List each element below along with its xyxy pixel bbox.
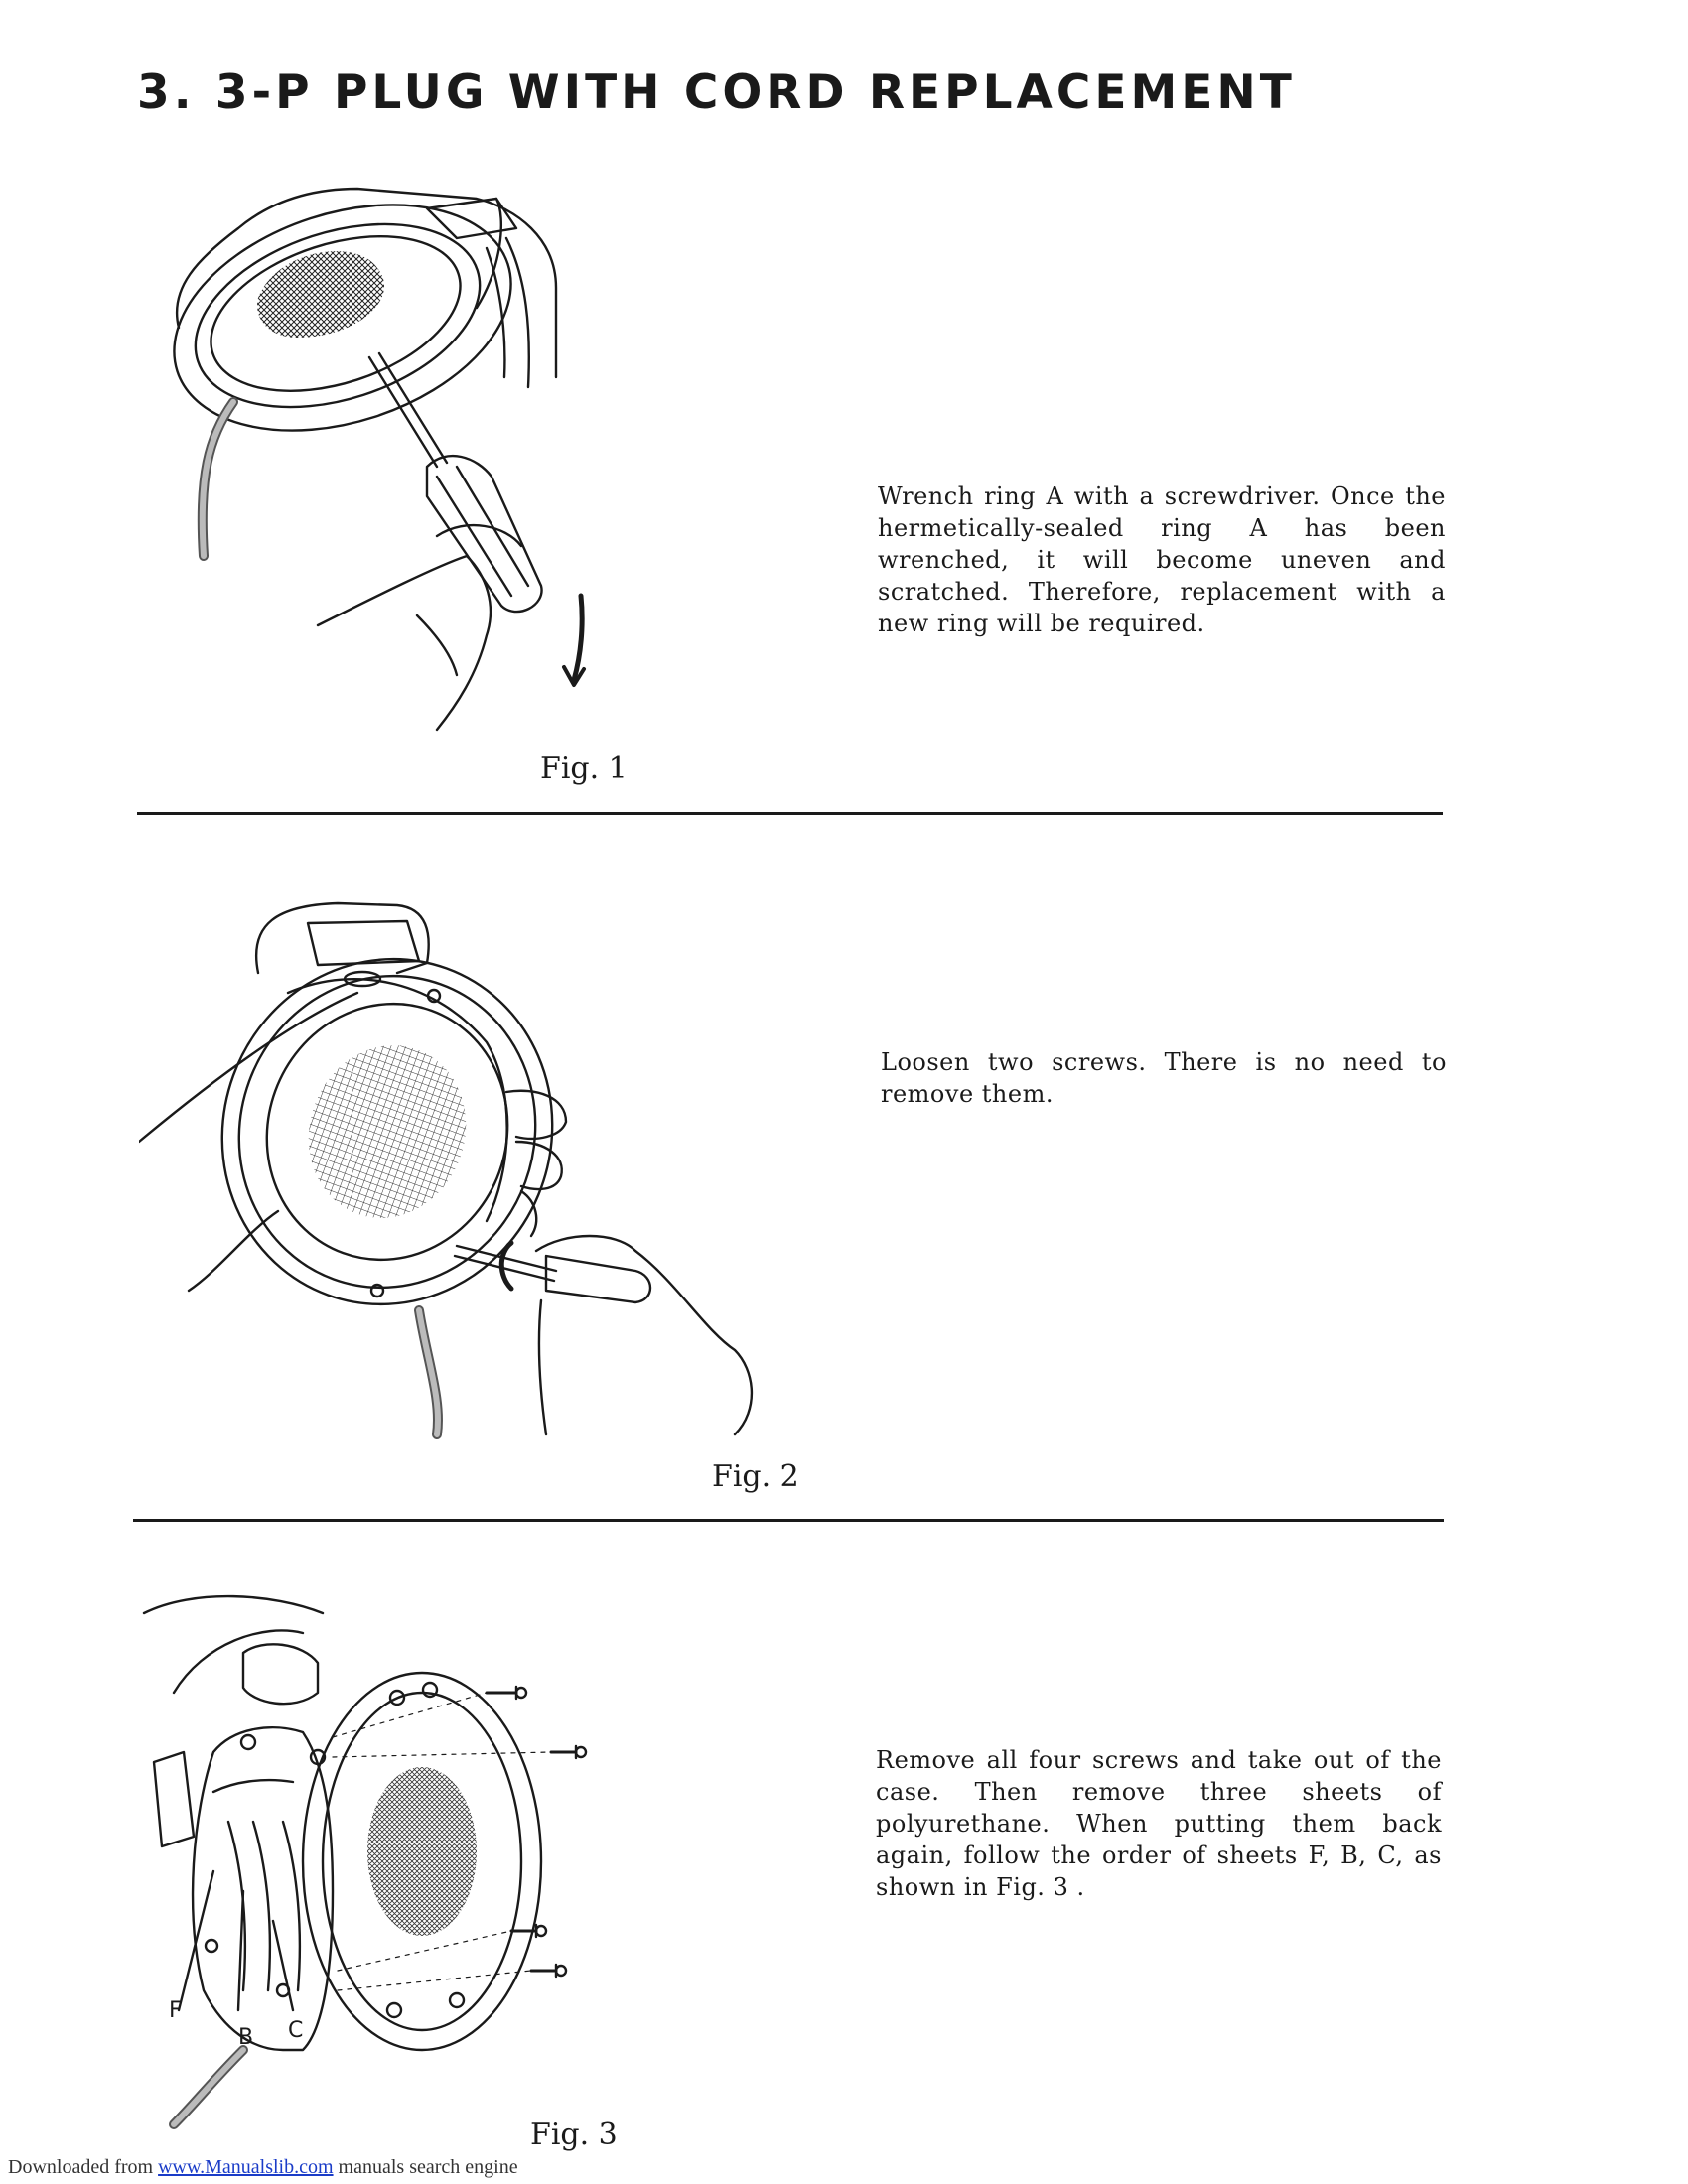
figure-1-instructions: Wrench ring A with a screwdriver. Once the hermetically-sealed ring A has been wrenched, it will become uneven and scratched. Therefore, replacement with a new ring will be required.: [878, 482, 1446, 637]
figure-1-caption: Fig. 1: [540, 751, 628, 786]
figure-3-illustration: [134, 1593, 611, 2129]
label-sheet-f: F: [169, 1998, 182, 2023]
figure-1-illustration: [139, 179, 596, 735]
section-divider: [137, 812, 1443, 815]
figure-2-instructions: Loosen two screws. There is no need to remove them.: [881, 1048, 1447, 1108]
figure-3-caption: Fig. 3: [530, 2117, 618, 2152]
label-sheet-c: C: [288, 2018, 304, 2043]
manualslib-link[interactable]: www.Manualslib.com: [158, 2156, 334, 2178]
figure-3-instructions: Remove all four screws and take out of the case. Then remove three sheets of polyurethane. When putting them back again, follow the order of sheets F, B, C, as shown in Fig. 3 .: [876, 1746, 1442, 1901]
download-footer: [8, 2156, 518, 2179]
page-title: 3. 3-P PLUG WITH CORD REPLACEMENT: [137, 66, 1296, 120]
footer-prefix: Downloaded from: [8, 2156, 159, 2178]
figure-2-illustration: [139, 893, 774, 1439]
section-divider: [133, 1519, 1444, 1522]
label-sheet-b: B: [238, 2025, 254, 2050]
figure-2-caption: Fig. 2: [712, 1459, 799, 1494]
footer-suffix: manuals search engine: [333, 2156, 518, 2178]
